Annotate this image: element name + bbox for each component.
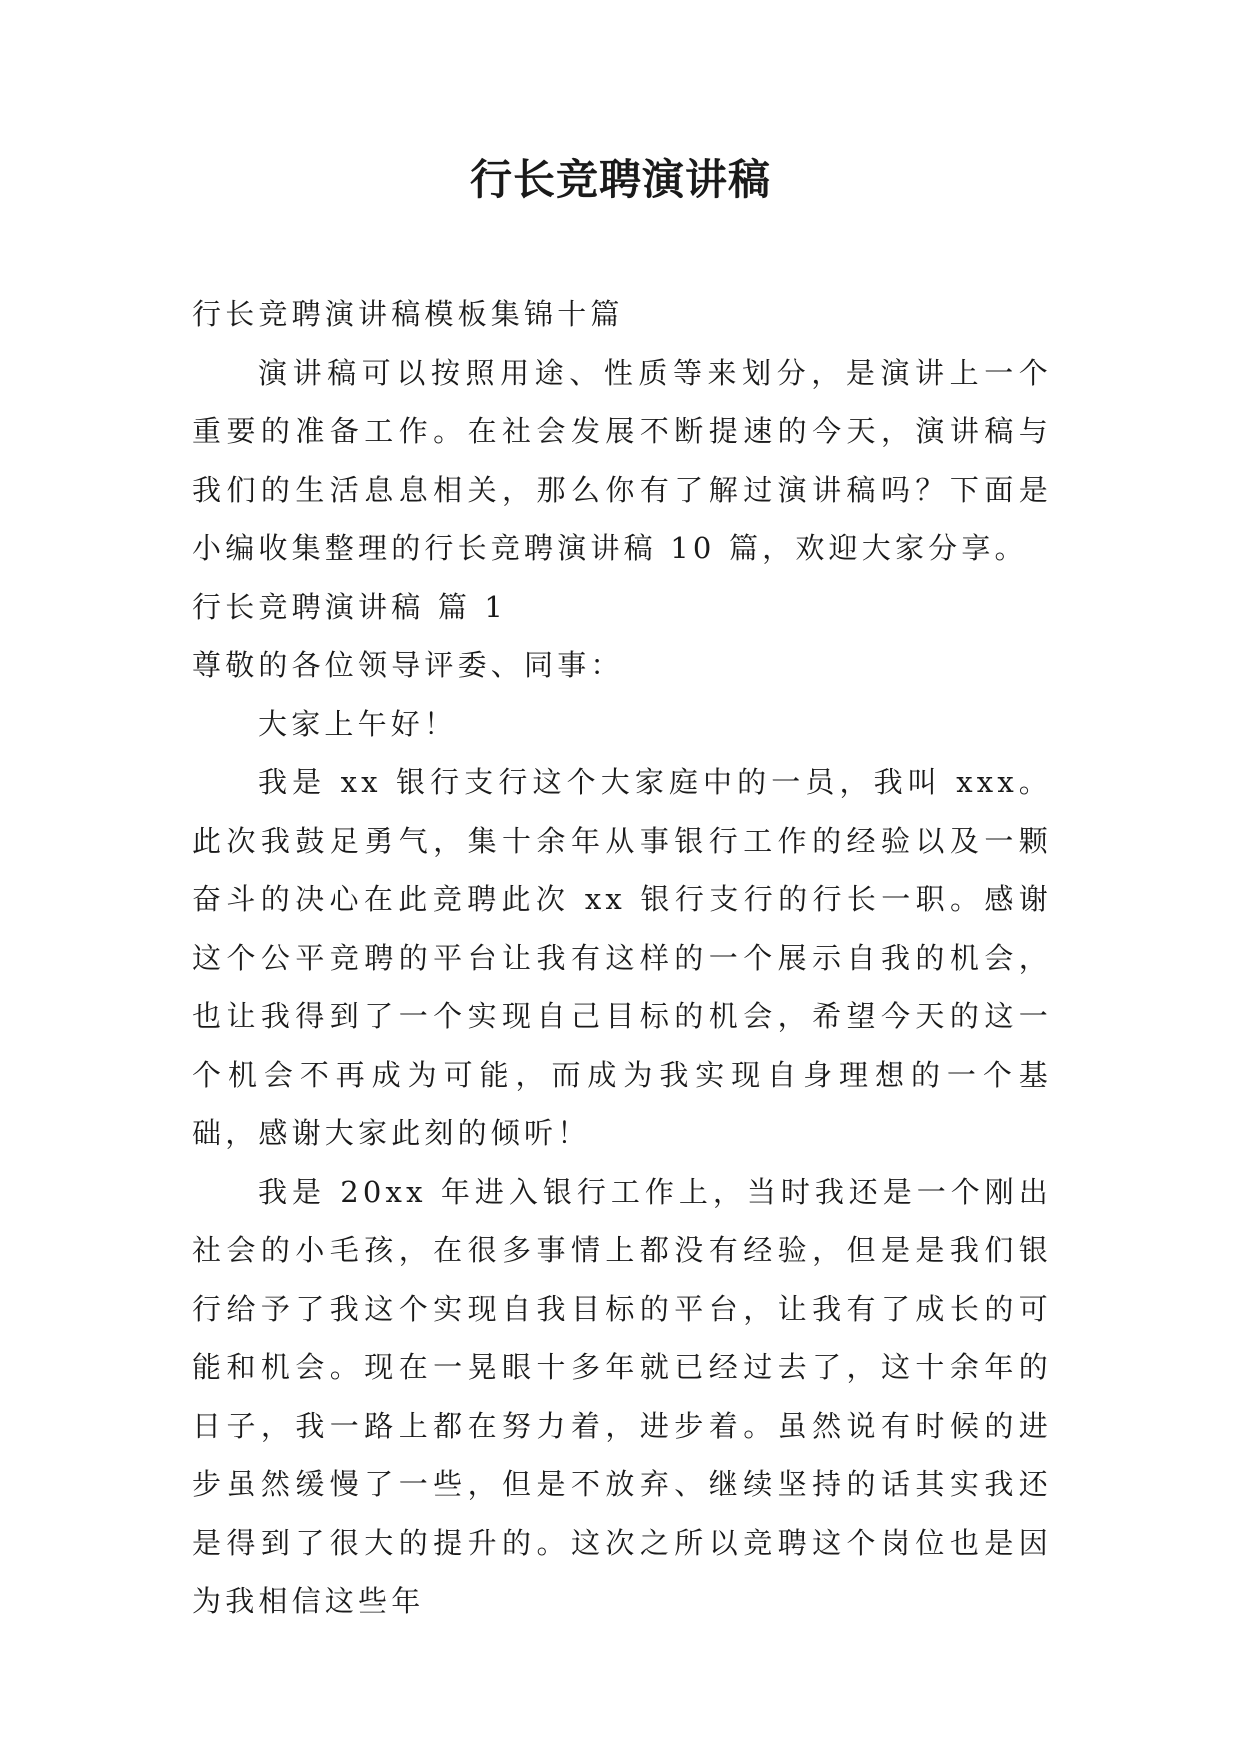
greeting: 大家上午好！ [258,706,458,741]
intro-paragraph: 演讲稿可以按照用途、性质等来划分，是演讲上一个重要的准备工作。在社会发展不断提速的今天，演讲稿与我们的生活息息相关，那么你有了解过演讲稿吗？下面是小编收集整理的行长竞聘演讲稿 10 篇，欢迎大家分享。 [192,355,1052,565]
document-body [192,285,1052,1631]
document-title: 行长竞聘演讲稿 [469,155,771,204]
subtitle-line: 行长竞聘演讲稿模板集锦十篇 [192,297,624,331]
body-paragraph: 我是 20xx 年进入银行工作上，当时我还是一个刚出社会的小毛孩，在很多事情上都没有经验，但是是我们银行给予了我这个实现自我目标的平台，让我有了成长的可能和机会。现在一晃眼十多年就已经过去了，这十余年的日子，我一路上都在努力着，进步着。虽然说有时候的进步虽然缓慢了一些，但是不放弃、继续坚持的话其实我还是得到了很大的提升的。这次之所以竞聘这个岗位也是因为我相信这些年 [192,1174,1052,1618]
section-heading: 行长竞聘演讲稿 篇 1 [192,589,508,624]
body-paragraph: 我是 xx 银行支行这个大家庭中的一员，我叫 xxx。此次我鼓足勇气，集十余年从事银行工作的经验以及一颗奋斗的决心在此竞聘此次 xx 银行支行的行长一职。感谢这个公平竞聘的平台让我有这样的一个展示自我的机会，也让我得到了一个实现自己目标的机会，希望今天的这一个机会不再成为可能，而成为我实现自身理想的一个基础，感谢大家此刻的倾听！ [192,765,1052,1150]
salutation: 尊敬的各位领导评委、同事： [192,648,624,682]
